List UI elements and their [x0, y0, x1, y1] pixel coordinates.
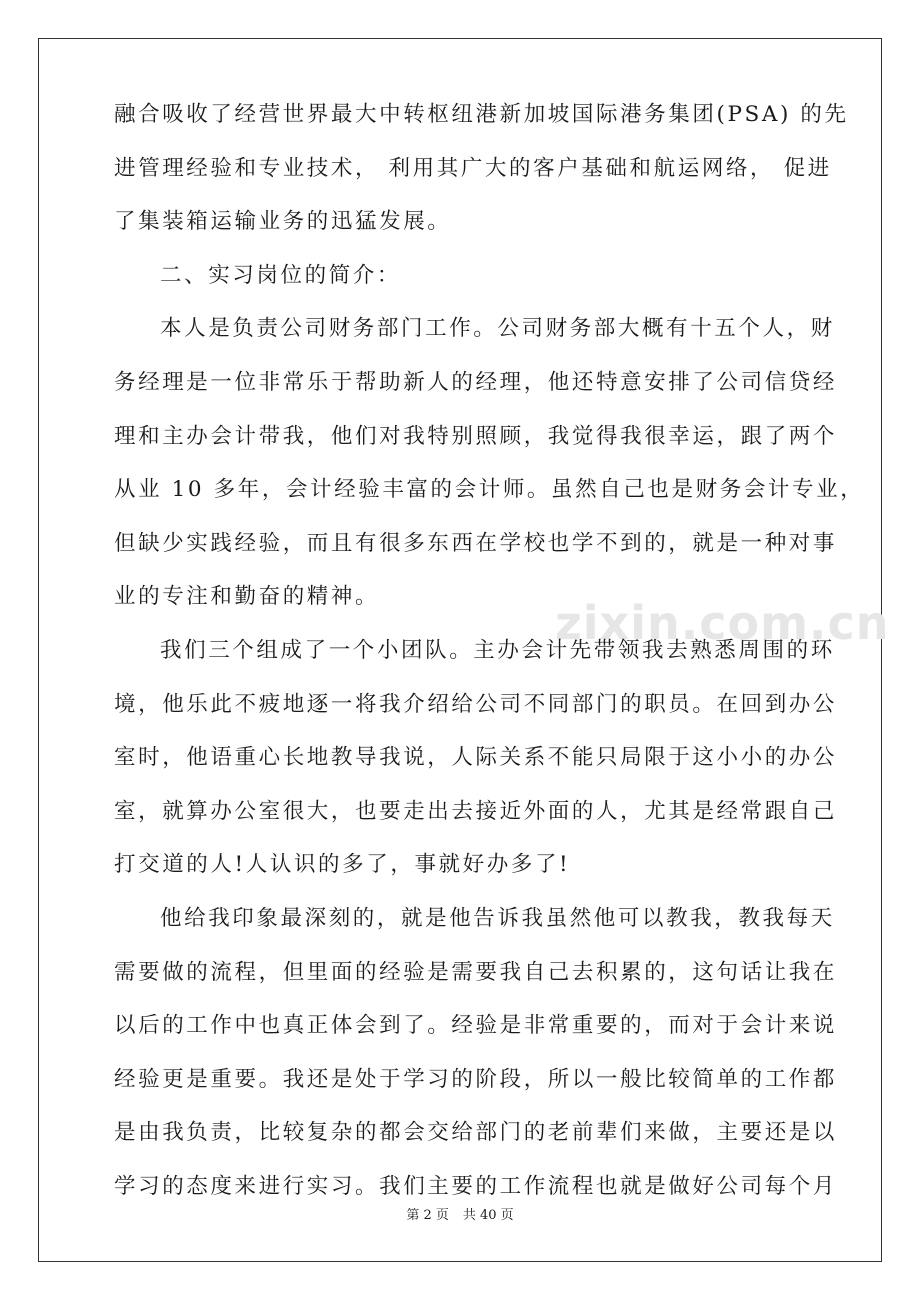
text-line: 打交道的人!人认识的多了，事就好办多了! [114, 852, 571, 877]
text-line: 境，他乐此不疲地逐一将我介绍给公司不同部门的职员。在回到办公 [114, 692, 838, 717]
text-line: 融合吸收了经营世界最大中转枢纽港新加坡国际港务集团(PSA) 的先 [114, 102, 849, 127]
text-line: 但缺少实践经验，而且有很多东西在学校也学不到的，就是一种对事 [114, 531, 838, 556]
text-line: 是由我负责，比较复杂的都会交给部门的老前辈们来做，主要还是以 [114, 1120, 838, 1145]
text-line: 学习的态度来进行实习。我们主要的工作流程也就是做好公司每个月 [114, 1174, 838, 1199]
text-line: 我们三个组成了一个小团队。主办会计先带领我去熟悉周围的环 [160, 638, 835, 663]
page-number: 第 2 页 [406, 1208, 449, 1223]
text-line: 他给我印象最深刻的，就是他告诉我虽然他可以教我，教我每天 [160, 906, 835, 931]
text-line: 务经理是一位非常乐于帮助新人的经理，他还特意安排了公司信贷经 [114, 370, 838, 395]
page-footer [0, 1207, 920, 1225]
text-line: 了集装箱运输业务的迅猛发展。 [114, 209, 452, 234]
page-total: 共 40 页 [462, 1208, 514, 1223]
text-line: 需要做的流程，但里面的经验是需要我自己去积累的，这句话让我在 [114, 960, 838, 985]
watermark: zixin.com.cn [555, 596, 890, 650]
text-line: 进管理经验和专业技术， 利用其广大的客户基础和航运网络， 促进 [114, 156, 832, 181]
text-line: 从业 10 多年，会计经验丰富的会计师。虽然自己也是财务会计专业， [114, 477, 865, 502]
text-line: 室，就算办公室很大，也要走出去接近外面的人，尤其是经常跟自己 [114, 799, 838, 824]
text-line: 以后的工作中也真正体会到了。经验是非常重要的，而对于会计来说 [114, 1013, 838, 1038]
text-line: 经验更是重要。我还是处于学习的阶段，所以一般比较简单的工作都 [114, 1067, 838, 1092]
text-line: 本人是负责公司财务部门工作。公司财务部大概有十五个人，财 [160, 316, 835, 341]
text-line: 业的专注和勤奋的精神。 [114, 584, 380, 609]
text-line: 室时，他语重心长地教导我说，人际关系不能只局限于这小小的办公 [114, 745, 838, 770]
section-heading: 二、实习岗位的简介： [160, 263, 402, 288]
text-line: 理和主办会计带我，他们对我特别照顾，我觉得我很幸运，跟了两个 [114, 424, 838, 449]
